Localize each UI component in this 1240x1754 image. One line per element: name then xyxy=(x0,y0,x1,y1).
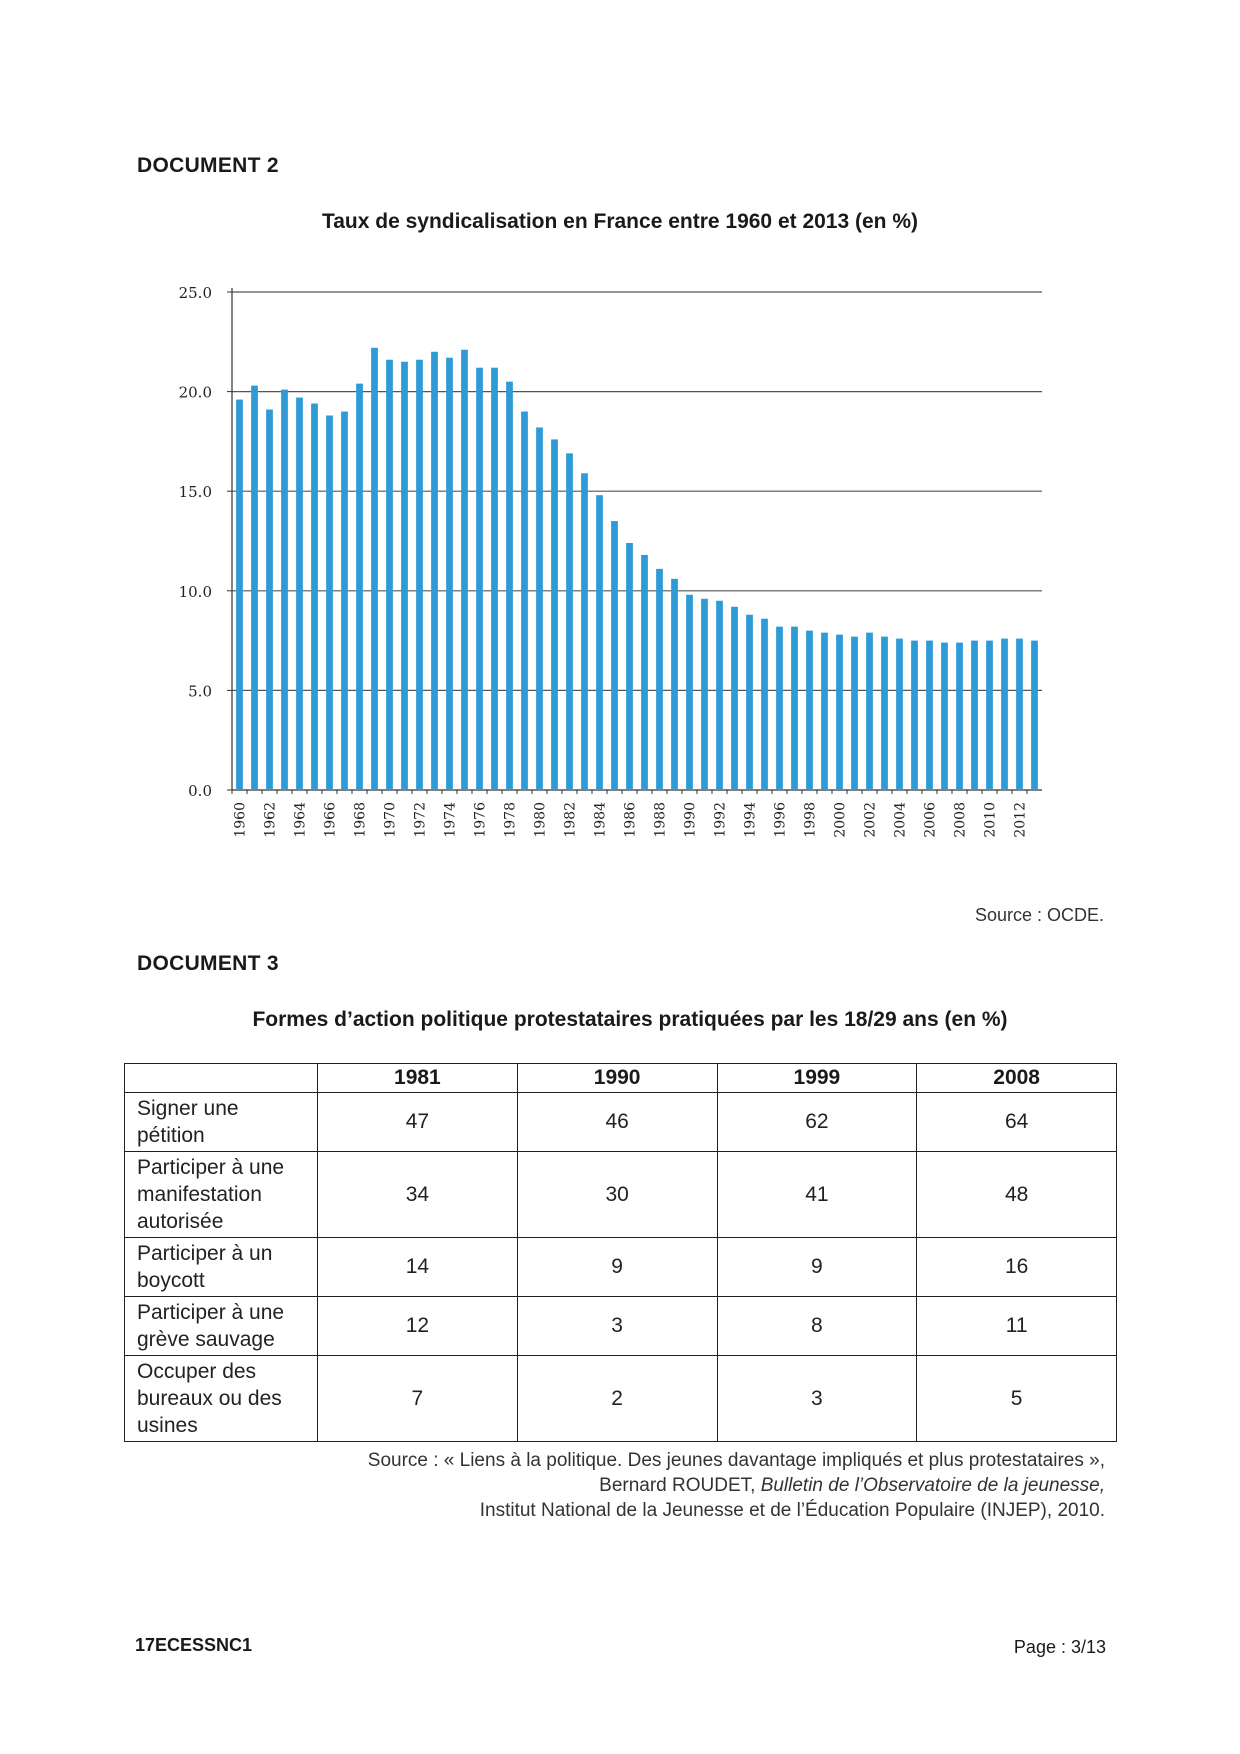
source-line xyxy=(140,1473,1105,1498)
bar xyxy=(581,473,588,790)
bar xyxy=(956,643,963,790)
table-cell: 34 xyxy=(318,1152,518,1238)
x-tick-label: 1964 xyxy=(292,802,309,838)
bar xyxy=(896,639,903,790)
row-label-line: grève sauvage xyxy=(137,1328,275,1351)
table-cell: 46 xyxy=(517,1093,717,1152)
doc2-source: Source : OCDE. xyxy=(974,905,1104,925)
bar xyxy=(1001,639,1008,790)
source-line: Source : « Liens à la politique. Des jeunes davantage impliqués et plus protestataires », xyxy=(367,1450,1105,1471)
x-tick-label: 1976 xyxy=(472,802,489,838)
x-tick-label: 2012 xyxy=(1012,802,1029,838)
y-tick-label: 15.0 xyxy=(178,483,212,502)
bar xyxy=(506,382,513,790)
row-label-line: bureaux ou des xyxy=(137,1387,282,1410)
table-cell: 9 xyxy=(517,1238,717,1297)
bar xyxy=(551,439,558,790)
table-header-cell: 2008 xyxy=(917,1064,1117,1093)
x-tick-label: 1960 xyxy=(232,802,249,838)
bar xyxy=(671,579,678,790)
bar xyxy=(386,360,393,790)
bar xyxy=(491,368,498,790)
bar xyxy=(341,412,348,790)
bar xyxy=(746,615,753,790)
bar xyxy=(761,619,768,790)
source-line: Institut National de la Jeunesse et de l’Éducation Populaire (INJEP), 2010. xyxy=(479,1500,1105,1521)
table-header-cell: 1990 xyxy=(517,1064,717,1093)
x-tick-label: 1992 xyxy=(712,802,729,838)
doc2-heading: DOCUMENT 2 xyxy=(137,154,279,177)
x-tick-label: 2006 xyxy=(922,802,939,838)
table-row xyxy=(125,1238,1117,1297)
x-tick-label: 1974 xyxy=(442,802,459,838)
x-tick-label: 1996 xyxy=(772,802,789,838)
bar xyxy=(1016,639,1023,790)
table-cell: 8 xyxy=(717,1297,917,1356)
row-label-line: Participer à une xyxy=(137,1156,285,1179)
table-cell: 12 xyxy=(318,1297,518,1356)
row-label xyxy=(125,1093,318,1152)
row-label xyxy=(125,1238,318,1297)
x-tick-label: 2008 xyxy=(952,802,969,838)
bar xyxy=(311,404,318,790)
x-tick-label: 2004 xyxy=(892,802,909,838)
x-tick-label: 1988 xyxy=(652,802,669,838)
table-cell: 5 xyxy=(917,1356,1117,1442)
table-title: Formes d’action politique protestataires pratiquées par les 18/29 ans (en %) xyxy=(252,1008,1008,1031)
table-cell: 16 xyxy=(917,1238,1117,1297)
bar xyxy=(356,384,363,790)
bar xyxy=(281,390,288,790)
bar xyxy=(851,637,858,790)
bar xyxy=(806,631,813,790)
x-tick-label: 2002 xyxy=(862,802,879,838)
bar xyxy=(431,352,438,790)
table-cell: 7 xyxy=(318,1356,518,1442)
y-tick-label: 10.0 xyxy=(178,582,212,601)
bar xyxy=(626,543,633,790)
row-label-line: boycott xyxy=(137,1269,205,1292)
x-tick-label: 1984 xyxy=(592,802,609,838)
x-tick-label: 2010 xyxy=(982,802,999,838)
source-journal: Bulletin de l’Observatoire de la jeunesse, xyxy=(760,1475,1105,1496)
chart-title: Taux de syndicalisation en France entre 1960 et 2013 (en %) xyxy=(321,210,919,233)
y-tick-label: 0.0 xyxy=(188,782,212,800)
bar xyxy=(866,633,873,790)
bar xyxy=(401,362,408,790)
bar xyxy=(1031,641,1038,790)
row-label xyxy=(125,1356,318,1442)
data-table xyxy=(124,1063,1117,1442)
row-label-line: Participer à un xyxy=(137,1242,273,1265)
row-label-line: manifestation xyxy=(137,1183,262,1206)
bar xyxy=(656,569,663,790)
table-row xyxy=(125,1297,1117,1356)
bar xyxy=(941,643,948,790)
bar xyxy=(701,599,708,790)
bar xyxy=(416,360,423,790)
source-author: Bernard ROUDET, xyxy=(599,1475,761,1496)
x-tick-label: 1970 xyxy=(382,802,399,838)
bar xyxy=(911,641,918,790)
x-tick-label: 1982 xyxy=(562,802,579,838)
table-cell: 47 xyxy=(318,1093,518,1152)
doc3-source xyxy=(140,1448,1105,1523)
bar xyxy=(836,635,843,790)
bar xyxy=(716,601,723,790)
bar xyxy=(326,416,333,790)
x-tick-label: 1998 xyxy=(802,802,819,838)
table-header-cell: 1999 xyxy=(717,1064,917,1093)
y-tick-label: 25.0 xyxy=(178,284,212,302)
bar xyxy=(236,400,243,790)
x-tick-label: 1994 xyxy=(742,802,759,838)
bar xyxy=(731,607,738,790)
bar xyxy=(881,637,888,790)
x-tick-label: 1986 xyxy=(622,802,639,838)
table-row xyxy=(125,1356,1117,1442)
bar xyxy=(611,521,618,790)
bar xyxy=(536,427,543,790)
table-header-cell: 1981 xyxy=(318,1064,518,1093)
footer-page: Page : 3/13 xyxy=(1013,1637,1106,1657)
table-cell: 30 xyxy=(517,1152,717,1238)
table-cell: 41 xyxy=(717,1152,917,1238)
table-cell: 14 xyxy=(318,1238,518,1297)
table-cell: 64 xyxy=(917,1093,1117,1152)
doc3-heading: DOCUMENT 3 xyxy=(137,952,279,975)
bar xyxy=(641,555,648,790)
bar xyxy=(296,398,303,790)
table-cell: 48 xyxy=(917,1152,1117,1238)
bar xyxy=(791,627,798,790)
table-cell: 2 xyxy=(517,1356,717,1442)
x-tick-label: 1962 xyxy=(262,802,279,838)
table-cell: 3 xyxy=(717,1356,917,1442)
row-label xyxy=(125,1297,318,1356)
row-label-line: Participer à une xyxy=(137,1301,285,1324)
bar xyxy=(686,595,693,790)
table-cell: 9 xyxy=(717,1238,917,1297)
bar xyxy=(371,348,378,790)
table-row xyxy=(125,1152,1117,1238)
row-label-line: autorisée xyxy=(137,1210,224,1233)
bar xyxy=(251,386,258,790)
bar xyxy=(971,641,978,790)
bar xyxy=(926,641,933,790)
row-label-line: pétition xyxy=(137,1124,205,1147)
table-header-cell xyxy=(125,1064,318,1093)
table-cell: 62 xyxy=(717,1093,917,1152)
footer-code: 17ECESSNC1 xyxy=(135,1635,253,1655)
x-tick-label: 2000 xyxy=(832,802,849,838)
y-tick-label: 20.0 xyxy=(178,383,212,402)
bar xyxy=(566,453,573,790)
x-tick-label: 1966 xyxy=(322,802,339,838)
table-cell: 11 xyxy=(917,1297,1117,1356)
bar xyxy=(521,412,528,790)
row-label-line: usines xyxy=(137,1414,198,1437)
table-header-row xyxy=(125,1064,1117,1093)
row-label-line: Occuper des xyxy=(137,1360,257,1383)
row-label xyxy=(125,1152,318,1238)
x-tick-label: 1968 xyxy=(352,802,369,838)
bar xyxy=(776,627,783,790)
y-tick-label: 5.0 xyxy=(188,682,212,701)
bar xyxy=(596,495,603,790)
bar xyxy=(821,633,828,790)
bar xyxy=(446,358,453,790)
bar xyxy=(266,410,273,790)
x-tick-label: 1980 xyxy=(532,802,549,838)
x-tick-label: 1978 xyxy=(502,802,519,838)
bar xyxy=(986,641,993,790)
bar xyxy=(476,368,483,790)
bar xyxy=(461,350,468,790)
x-tick-label: 1972 xyxy=(412,802,429,838)
row-label-line: Signer une xyxy=(137,1097,239,1120)
x-tick-label: 1990 xyxy=(682,802,699,838)
table-row xyxy=(125,1093,1117,1152)
table-cell: 3 xyxy=(517,1297,717,1356)
